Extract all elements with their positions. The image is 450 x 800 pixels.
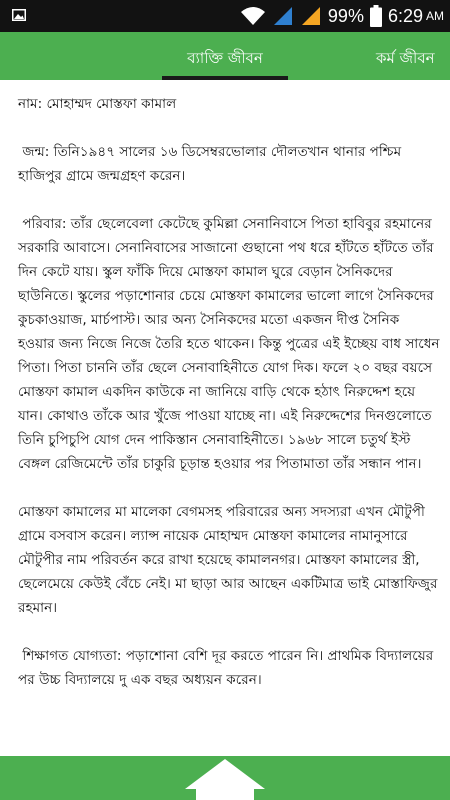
image-icon	[12, 9, 26, 21]
battery-percent: 99%	[327, 5, 364, 26]
status-bar	[0, 0, 450, 32]
family-paragraph: পরিবার: তাঁর ছেলেবেলা কেটেছে কুমিল্লা সেনানিবাসে পিতা হাবিবুর রহমানের সরকারি আবাসে। সেনানিবাসের সাজানো গুছানো পথ ধরে হাঁটতে হাঁটতে তাঁর দিন কেটে যায়। স্কুল ফাঁকি দিয়ে মোস্তফা কামাল ঘুরে বেড়ান সৈনিকদের ছাউনিতে। স্কুলের পড়াশোনার চেয়ে মোস্তফা কামালের ভালো লাগে সৈনিকদের কুচকাওয়াজ, মার্চপাস্ট। আর অন্য সৈনিকদের মতো একজন দীপ্ত সৈনিক হওয়ার জন্য নিজে নিজে তৈরি হতে থাকেন। কিন্তু পুত্রের এই ইচ্ছেয় বাধ সাধেন পিতা। পিতা চাননি তাঁর ছেলে সেনাবাহিনীতে যোগ দিক। ফলে ২০ বছর বয়সে মোস্তফা কামাল একদিন কাউকে না জানিয়ে বাড়ি থেকে হঠাৎ নিরুদ্দেশ হয়ে যান। কোথাও তাঁকে আর খুঁজে পাওয়া যাচ্ছে না। এই নিরুদ্দেশের দিনগুলোতে তিনি চুপিচুপি যোগ দেন পাকিস্তান সেনাবাহিনীতে। ১৯৬৮ সালে চতুর্থ ইস্ট বেঙ্গল রেজিমেন্টে তাঁর চাকুরি চূড়ান্ত হওয়ার পর পিতামাতা তাঁর সন্ধান পান।	[18, 216, 444, 472]
home-icon[interactable]	[183, 756, 267, 800]
wifi-icon	[240, 6, 266, 26]
bottom-bar	[0, 756, 450, 800]
name-line: নাম: মোহাম্মদ মোস্তফা কামাল	[18, 96, 177, 112]
tab-career[interactable]: কর্ম জীবন	[376, 49, 435, 67]
clock-ampm: AM	[426, 9, 444, 23]
signal-icon	[272, 5, 294, 27]
clock-time: 6:29	[387, 5, 423, 26]
education-paragraph: শিক্ষাগত যোগ্যতা: পড়াশোনা বেশি দূর করতে পারেন নি। প্রাথমিক বিদ্যালয়ের পর উচ্চ বিদ্যালয়ে দু এক বছর অধ্যয়ন করেন।	[18, 648, 438, 688]
signal-icon	[300, 5, 322, 27]
birth-paragraph: জন্ম: তিনি১৯৪৭ সালের ১৬ ডিসেম্বরভোলার দৌলতখান থানার পশ্চিম হাজিপুর গ্রামে জন্মগ্রহণ করেন।	[18, 144, 406, 184]
article-content	[18, 92, 444, 716]
tab-selected-indicator	[162, 76, 288, 80]
battery-icon	[370, 5, 382, 27]
tab-personal-life[interactable]: ব্যাক্তি জীবন	[187, 49, 263, 67]
relatives-paragraph: মোস্তফা কামালের মা মালেকা বেগমসহ পরিবারের অন্য সদস্যরা এখন মৌটুপী গ্রামে বসবাস করেন। ল্যান্স নায়েক মোহাম্মদ মোস্তফা কামালের নামানুসারে মৌটুপীর নাম পরিবর্তন করে রাখা হয়েছে কামালনগর। মোস্তফা কামালের স্ত্রী, ছেলেমেয়ে কেউই বেঁচে নেই। মা ছাড়া আর আছেন একটিমাত্র ভাই মোস্তাফিজুর রহমান।	[18, 504, 442, 616]
tab-bar	[0, 32, 450, 80]
